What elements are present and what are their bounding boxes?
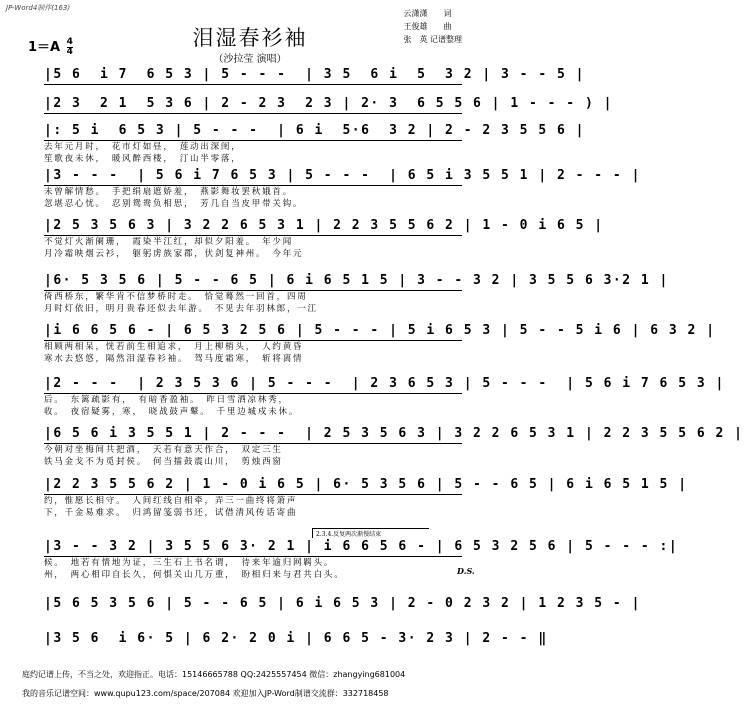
lyrics-verse-1: 未曾解情愁。 手把绢扇遮娇羞， 燕影舞妆罢秋娥首。 (44, 187, 294, 197)
transcriber-credit: 张 英 记谱整理 (403, 35, 462, 44)
notation-line: |3 - - - | 5 6 i 7 6 5 3 | 5 - - - | 6 5 i 3 5 5 1 | 2 - - - | (44, 167, 462, 186)
notation-line: |3 5 6 i 6· 5 | 6 2· 2 0 i | 6 6 5 - 3· 2 3 | 2 - - ‖ (44, 631, 548, 646)
singer-credit: （沙拉莹 演唱） (213, 54, 287, 65)
meter-top: 4 (66, 37, 73, 47)
notation-line: |5 6 i 7 6 5 3 | 5 - - - | 3 5 6 i 5 3 2 | 3 - - 5 | (44, 66, 462, 85)
notation-line: |6· 5 3 5 6 | 5 - - 6 5 | 6 i 6 5 1 5 | 3 - - 3 2 | 3 5 5 6 3·2 1 | (44, 272, 462, 291)
footer-contact: 庭约记谱上传，不当之处，欢迎指正。电话：15146665788 QQ:2425557454 微信：zhangying681004 (22, 670, 406, 679)
lyrics-verse-1: 约，惟愿长相守。 人间红线自相牵，弄三一曲终将箫声 (44, 496, 298, 506)
meter-bottom: 4 (66, 47, 73, 57)
lyrics-verse-2: 寒水去悠悠，隔然泪湿春衫袖。 驾马度霜寒， 斩将离情 (44, 354, 304, 364)
lyrics-verse-2: 月冷霜映烟云衫， 躯躬虏族家郡，伏剑复神州。 今年元 (44, 249, 304, 259)
score-row (44, 375, 725, 418)
notation-line: |6 5 6 i 3 5 5 1 | 2 - - - | 2 5 3 5 6 3 | 3 2 2 6 5 3 1 | 2 2 3 5 5 6 2 | (44, 425, 462, 444)
notation-line: |i 6 6 5 6 - | 6 5 3 2 5 6 | 5 - - - | 5 i 6 5 3 | 5 - - 5 i 6 | 6 3 2 | (44, 322, 462, 341)
time-signature (67, 38, 73, 57)
footer-space-link[interactable]: 我的音乐记谱空间：www.qupu123.com/space/207084 欢迎加入JP-Word制谱交流群：332718458 (22, 689, 389, 698)
song-title: 泪湿春衫袖 (192, 26, 308, 50)
score-row (44, 476, 688, 519)
dal-segno-mark: D.S. (457, 566, 475, 576)
lyrics-verse-1: 相顾两相呆，恍若前生相追求， 月上柳梢头， 人约黄昏 (44, 342, 304, 352)
lyrics-verse-1: 不觉灯火渐阑珊， 霞染半江红，却似夕阳羞。 年少闻 (44, 237, 294, 247)
volta-bracket: 2.3.4.反复两次渐慢结束 (312, 528, 429, 538)
lyrics-verse-1: 去年元月时， 花市灯如昼， 莲动出深闺， (44, 142, 242, 152)
notation-line: |2 3 2 1 5 3 6 | 2 - 2 3 2 3 | 2· 3 6 5 5 6 | 1 - - - ) | (44, 95, 462, 114)
lyrics-verse-2: 下，千金易难求。 归鸿留笺弱书还，试借清风传话寄曲 (44, 508, 298, 518)
notation-line: |3 - - 3 2 | 3 5 5 6 3· 2 1 | i 6 6 5 6 - | 6 5 3 2 5 6 | 5 - - - :| (44, 538, 462, 557)
lyrics-verse-2: 州， 两心相印自长久，何惧关山几万重， 盼相归来与君共白头。 (44, 570, 345, 580)
author-credits (403, 7, 462, 46)
score-row (44, 425, 744, 468)
key-label: 1＝A (28, 40, 61, 55)
lyrics-verse-2: 收。 夜宿疑雾，寒， 晓战鼓声鼙。 千里边城戍未休。 (44, 407, 300, 417)
lyrics-verse-2: 笙歌夜未休， 暖风醉西楼， 汀山半零落， (44, 154, 242, 164)
score-row (44, 272, 669, 315)
composer-credit: 王俊雄 曲 (403, 22, 452, 31)
notation-line: |: 5 i 6 5 3 | 5 - - - | 6 i 5·6 3 2 | 2 - 2 3 5 5 6 | (44, 122, 462, 141)
lyrics-verse-1: 后。 东篱疏影有， 有暗香盈袖。 昨日雪洒凉林秀， (44, 395, 289, 405)
notation-line: |2 5 3 5 6 3 | 3 2 2 6 5 3 1 | 2 2 3 5 5 6 2 | 1 - 0 i 6 5 | (44, 217, 462, 236)
lyrics-verse-2: 月时灯依旧，明月贵春还似去年游。 不见去年羽林郎，一江 (44, 304, 318, 314)
lyrics-verse-1: 今朝对坐梅间共把酒， 天若有意天作合， 双定三生 (44, 445, 283, 455)
notation-line: |2 2 3 5 5 6 2 | 1 - 0 i 6 5 | 6· 5 3 5 6 | 5 - - 6 5 | 6 i 6 5 1 5 | (44, 476, 462, 495)
software-tag: JP-Word4制作(163) (6, 4, 71, 12)
lyrics-verse-2: 忽堪忍心忧。 忍别鸳鸯负相思， 芳几自当皮甲带关钩。 (44, 199, 304, 209)
lyrics-verse-1: 倚西桥东，繁华肯不信梦桥时走。 恰觉蓦然一回首，四周 (44, 292, 308, 302)
score-row (44, 122, 585, 165)
score-row (44, 322, 716, 365)
score-row (44, 630, 548, 648)
score-row (44, 167, 641, 210)
score-row (44, 595, 641, 613)
lyrics-verse-1: 候。 地若有情地为证，三生石上书名谓， 待来年逾归网羁头。 (44, 558, 335, 568)
notation-line: |5 6 5 3 5 6 | 5 - - 6 5 | 6 i 6 5 3 | 2 - 0 2 3 2 | 1 2 3 5 - | (44, 596, 641, 611)
lyricist-credit: 云潇潇 词 (403, 9, 452, 18)
notation-line: |2 - - - | 2 3 5 3 6 | 5 - - - | 2 3 6 5 3 | 5 - - - | 5 6 i 7 6 5 3 | (44, 375, 462, 394)
lyrics-verse-2: 铁马金戈不为觅封侯。 何当擂鼓震山川， 剪烛西窗 (44, 457, 283, 467)
key-signature (28, 36, 73, 57)
score-row (44, 217, 604, 260)
